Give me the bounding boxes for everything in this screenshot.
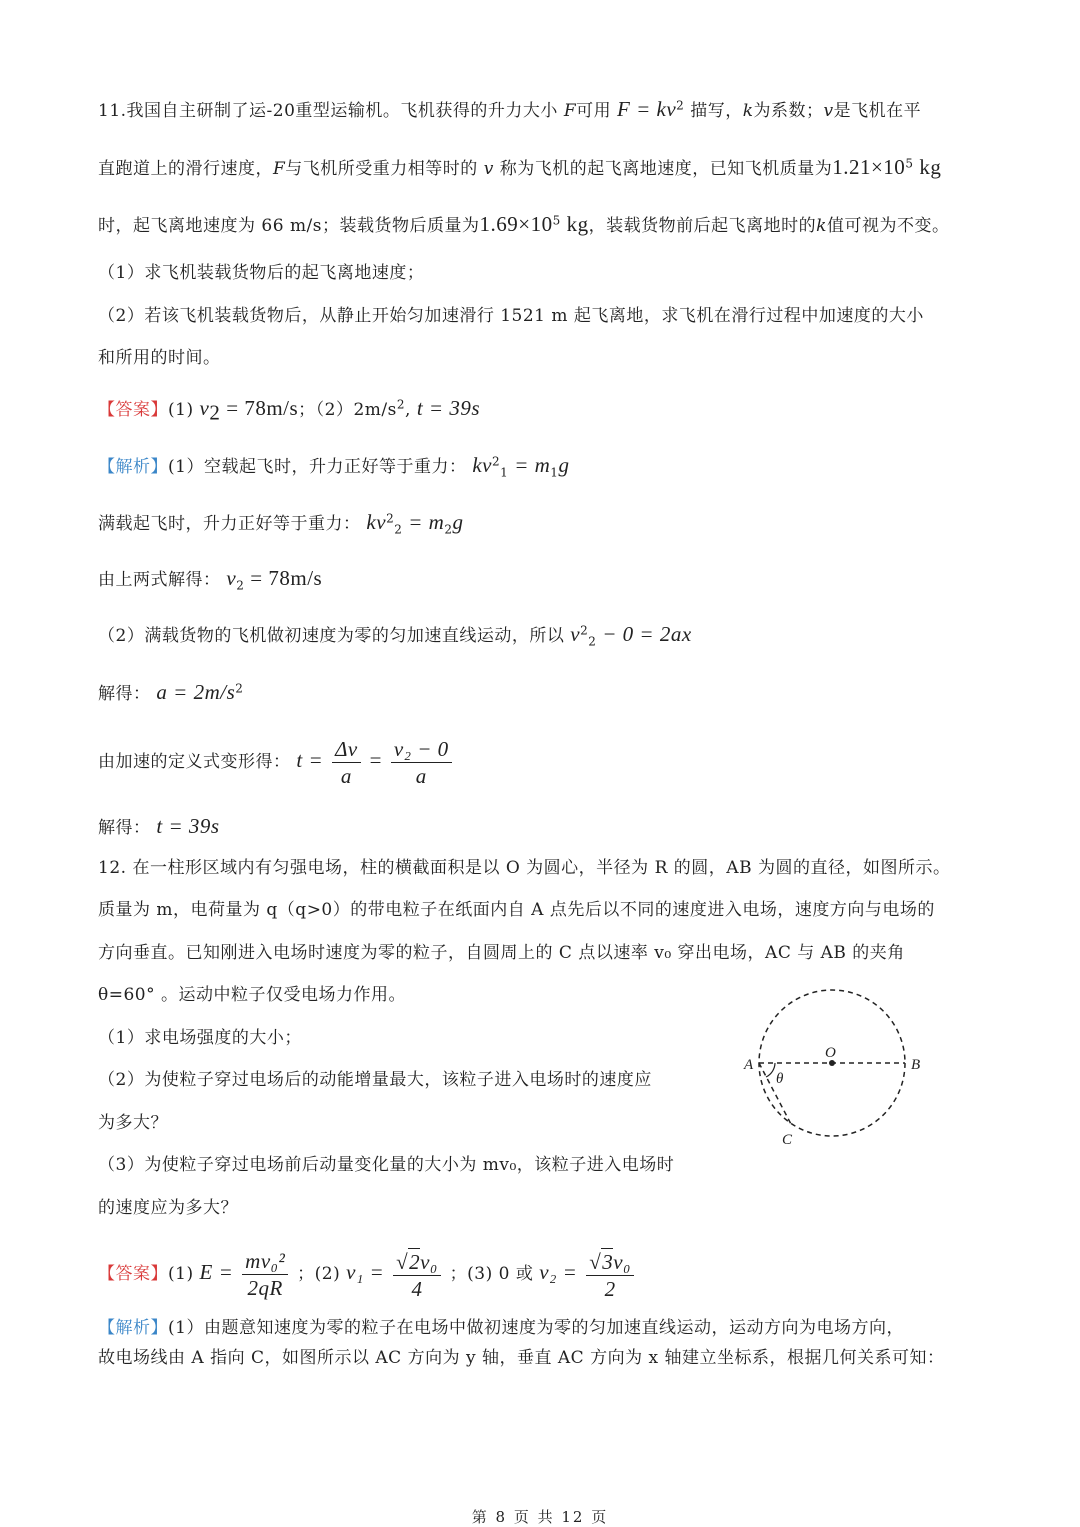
q11-part-1: （1）求飞机装载货物后的起飞离地速度； <box>98 263 425 283</box>
q11-part-2-line-2: 和所用的时间。 <box>98 348 221 368</box>
label-C: C <box>782 1132 793 1148</box>
q12-line-2: 质量为 m，电荷量为 q（q>0）的带电粒子在纸面内自 A 点先后以不同的速度进入电场，速度方向与电场的 <box>98 900 935 920</box>
q12-part-2-line-2: 为多大？ <box>98 1113 168 1133</box>
q11-solution-3: 由上两式解得： $v_2 = 78m/s$ <box>98 566 323 593</box>
q12-line-3: 方向垂直。已知刚进入电场时速度为零的粒子，自圆周上的 C 点以速率 v₀ 穿出电场，AC 与 AB 的夹角 <box>98 943 905 963</box>
q12-part-3-line-1: （3）为使粒子穿过电场前后动量变化量的大小为 mv₀，该粒子进入电场时 <box>98 1155 675 1175</box>
circle-diagram <box>735 985 935 1150</box>
q11-solution-6: 由加速的定义式变形得： t = $\frac{\Delta v}{a}$ = $\frac{\text{v₂ − 0}}{a}$ <box>98 734 455 789</box>
q12-part-3-line-2: 的速度应为多大？ <box>98 1198 238 1218</box>
q11-answer: 【答案】(1) $v_2 = 78m/s$；$(2)2m/s^2$, t = 39s <box>98 396 481 425</box>
q11-solution-1: 【解析】(1）空载起飞时，升力正好等于重力： $kv^2_1 = m_1g$ <box>98 453 570 480</box>
solution-tag: 【解析】 <box>98 457 168 477</box>
q12-line-1: 12. 在一柱形区域内有匀强电场，柱的横截面积是以 O 为圆心，半径为 R 的圆，AB 为圆的直径，如图所示。 <box>98 858 951 878</box>
q12-solution-2: 故电场线由 A 指向 C，如图所示以 AC 方向为 y 轴，垂直 AC 方向为 x 轴建立坐标系，根据几何关系可知： <box>98 1348 945 1368</box>
fraction-v2-over-a: $\frac{\text{v₂ − 0}}{a}$ <box>391 736 452 789</box>
answer-tag: 【答案】 <box>98 400 168 420</box>
fraction-delta-v-over-a: $\frac{\Delta v}{a}$ <box>332 736 361 789</box>
sqrt-sign: √ <box>396 1249 409 1274</box>
fraction-v2: $\frac{\text{√3v₀}}{2}$ <box>586 1248 634 1302</box>
q11-part-2-line-1: （2）若该飞机装载货物后，从静止开始匀加速滑行 1521 m 起飞离地，求飞机在滑行过程中加速度的大小 <box>98 306 924 326</box>
q11-line-3: 时，起飞离地速度为 66 m/s；装载货物后质量为$1.69\times 10^5$ kg，装载货物前后起飞离地时的k值可视为不变。 <box>98 212 950 236</box>
q11-line-1: 11.我国自主研制了运-20重型运输机。飞机获得的升力大小 F可用 $F = kv^2$ 描写，k为系数；v是飞机在平 <box>98 97 922 121</box>
q12-part-2-line-1: （2）为使粒子穿过电场后的动能增量最大，该粒子进入电场时的速度应 <box>98 1070 652 1090</box>
q12-part-1: （1）求电场强度的大小； <box>98 1028 302 1048</box>
q11-solution-5: 解得： $a = 2m/s^2$ <box>98 680 244 704</box>
answer-tag: 【答案】 <box>98 1264 168 1284</box>
sqrt-sign: √ <box>589 1249 602 1274</box>
angle-arc <box>766 1063 775 1077</box>
q11-solution-2: 满载起飞时，升力正好等于重力： $kv^2_2 = m_2g$ <box>98 510 464 537</box>
fraction-E: $\frac{\text{mv₀²}}{2qR}$ <box>242 1248 288 1301</box>
page-footer: 第 8 页 共 12 页 <box>471 1508 609 1526</box>
fraction-v1: $\frac{\text{√2v₀}}{4}$ <box>393 1248 441 1302</box>
q11-solution-4: （2）满载货物的飞机做初速度为零的匀加速直线运动，所以 $v^2_2 - 0 = 2ax$ <box>98 622 692 649</box>
label-B: B <box>911 1057 921 1073</box>
label-A: A <box>744 1057 754 1073</box>
solution-tag: 【解析】 <box>98 1318 168 1338</box>
q12-solution-1: 【解析】(1）由题意知速度为零的粒子在电场中做初速度为零的匀加速直线运动，运动方向为电场方向， <box>98 1318 904 1338</box>
label-O: O <box>825 1045 836 1061</box>
q12-line-4: θ=60° 。运动中粒子仅受电场力作用。 <box>98 985 407 1005</box>
q12-answer: 【答案】(1) E = $\frac{\text{mv₀²}}{2qR}$ ；(2) v₁ = $\frac{\text{√2v₀}}{4}$ ；(3) 0 或 v₂ = $\frac{\text{√3v₀}}{2}$ <box>98 1240 637 1306</box>
label-theta: θ <box>776 1071 784 1087</box>
q11-solution-7: 解得： t = 39s <box>98 814 220 838</box>
q11-line-2: 直跑道上的滑行速度，F与飞机所受重力相等时的 v 称为飞机的起飞离地速度，已知飞机质量为$1.21\times 10^5$ kg <box>98 155 942 179</box>
